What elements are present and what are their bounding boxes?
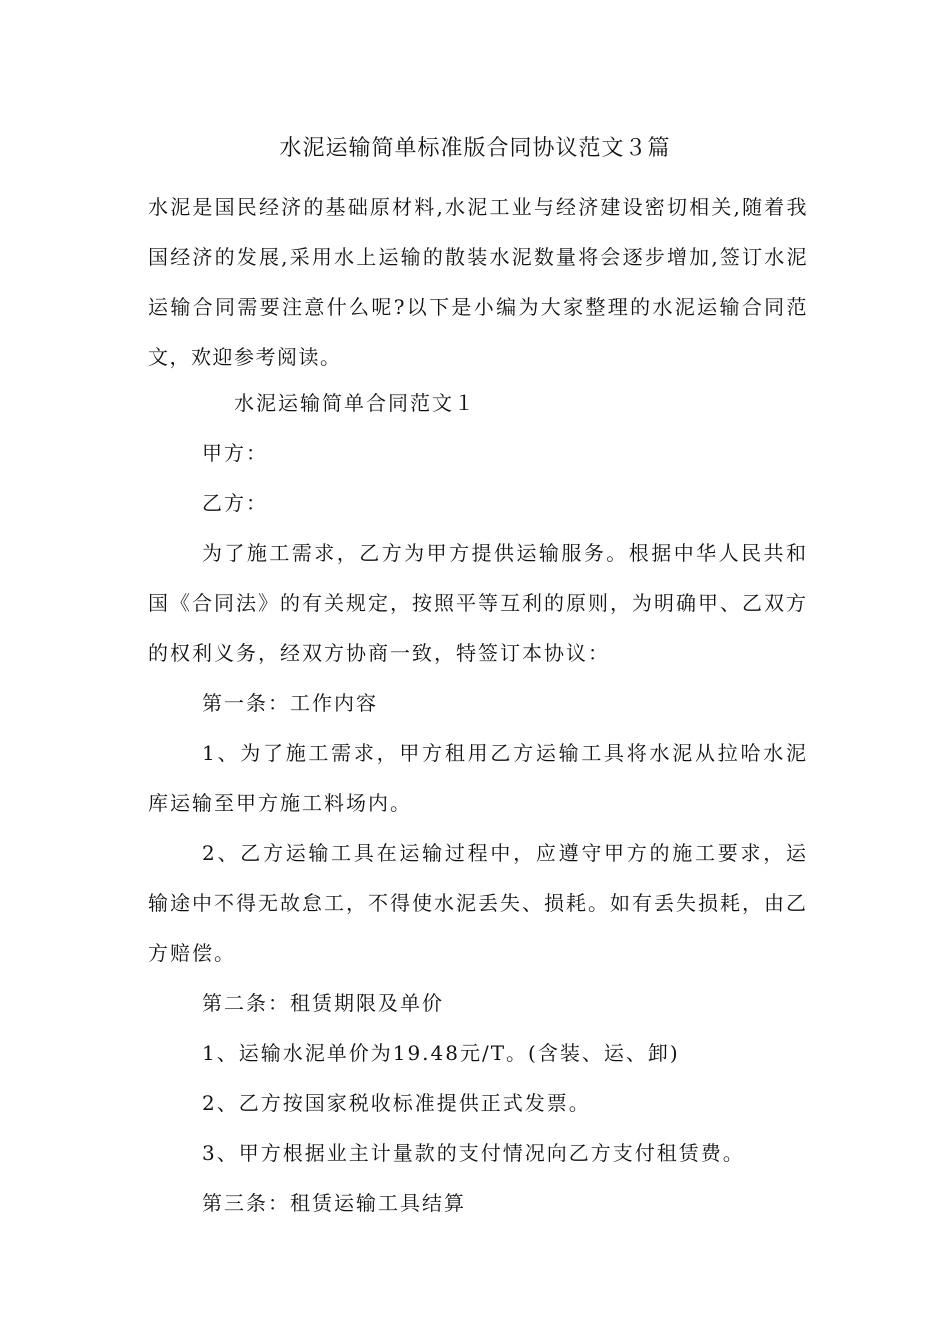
article-2-item-3: 3、甲方根据业主计量款的支付情况向乙方支付租赁费。 xyxy=(202,1141,745,1165)
intro-paragraph: 水泥是国民经济的基础原材料,水泥工业与经济建设密切相关,随着我国经济的发展,采用水上运输的散装水泥数量将会逐步增加,签订水泥运输合同需要注意什么呢?以下是小编为大家整理的水泥运输合同范文，欢迎参考阅读。 xyxy=(148,195,808,369)
article-1-heading: 第一条：工作内容 xyxy=(202,691,378,715)
document-title: 水泥运输简单标准版合同协议范文３篇 xyxy=(279,136,671,161)
preamble-paragraph: 为了施工需求，乙方为甲方提供运输服务。根据中华人民共和国《合同法》的有关规定，按照平等互利的原则，为明确甲、乙双方的权利义务，经双方协商一致，特签订本协议： xyxy=(148,541,808,665)
article-2-item-2: 2、乙方按国家税收标准提供正式发票。 xyxy=(202,1091,591,1115)
article-1-item-1: 1、为了施工需求，甲方租用乙方运输工具将水泥从拉哈水泥库运输至甲方施工料场内。 xyxy=(148,741,808,815)
section-title: 水泥运输简单合同范文１ xyxy=(234,391,476,415)
article-2-heading: 第二条：租赁期限及单价 xyxy=(202,991,444,1015)
party-a-label: 甲方： xyxy=(202,441,268,465)
party-b-label: 乙方： xyxy=(202,491,268,515)
article-3-heading: 第三条：租赁运输工具结算 xyxy=(202,1191,466,1215)
article-2-item-1: 1、运输水泥单价为19.48元/T。(含装、运、卸) xyxy=(202,1041,680,1065)
contract-body xyxy=(148,378,808,1228)
article-1-item-2: 2、乙方运输工具在运输过程中，应遵守甲方的施工要求，运输途中不得无故怠工，不得使水泥丢失、损耗。如有丢失损耗，由乙方赔偿。 xyxy=(148,841,808,965)
